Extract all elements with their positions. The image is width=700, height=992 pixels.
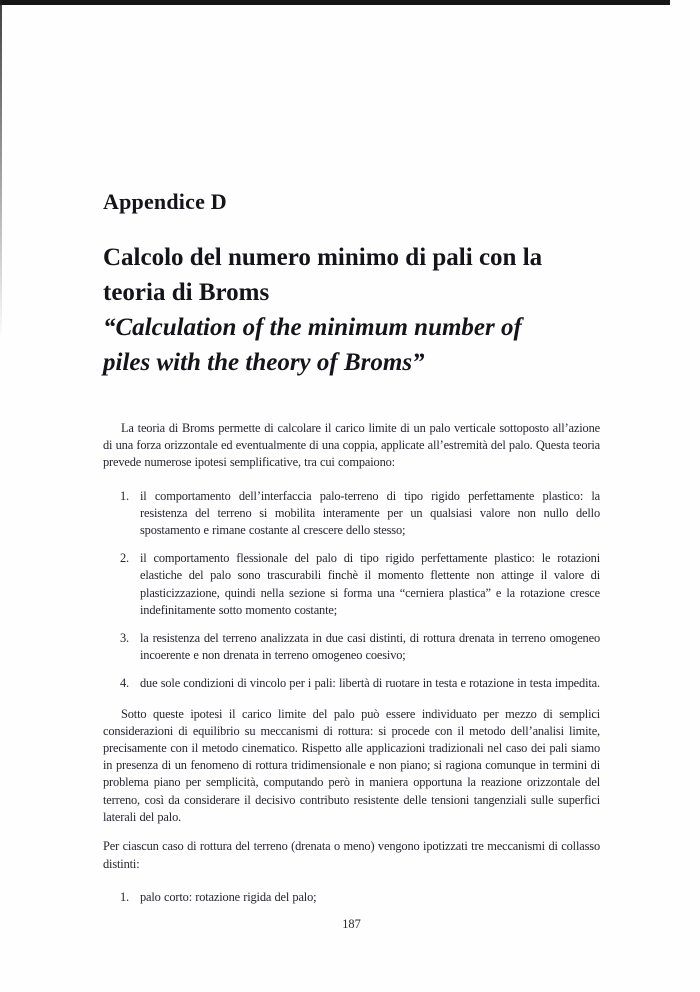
list-item-hypothesis-3 bbox=[103, 630, 600, 664]
chapter-title-english-line1: “Calculation of the minimum number of bbox=[103, 314, 522, 341]
chapter-title bbox=[103, 240, 600, 380]
hypotheses-list bbox=[103, 488, 600, 693]
discussion-paragraph: Sotto queste ipotesi il carico limite del palo può essere individuato per mezzo di semplici considerazioni di equilibrio su meccanismi di rottura: si procede con il metodo dell’analisi limite, precisamente con il metodo cinematico. Rispetto alle applicazioni tradizionali nel caso dei pali siamo in presenza di un fenomeno di rottura tridimensionale e non piano; si ragiona comunque in termini di problema piano per semplicità, computando però in maniera opportuna la reazione orizzontale del terreno, così da considerare il decisivo contributo resistente delle tensioni tangenziali sulle superfici laterali del palo. bbox=[103, 706, 600, 824]
intro-paragraph: La teoria di Broms permette di calcolare il carico limite di un palo verticale sottoposto all’azione di una forza orizzontale ed eventualmente di una coppia, applicate all’estremità del palo. Questa teoria prevede numerose ipotesi semplificative, tra cui compaiono: bbox=[103, 421, 600, 470]
list-item-text: il comportamento dell’interfaccia palo-terreno di tipo rigido perfettamente plastico: la resistenza del terreno si mobilita interamente per un qualsiasi valore non nullo dello spostamento e rimane costante al crescere dello stesso; bbox=[140, 488, 600, 538]
mechanisms-list bbox=[103, 889, 600, 906]
list-item-hypothesis-4 bbox=[103, 675, 600, 692]
appendix-label: Appendice D bbox=[103, 189, 227, 214]
list-item-text: il comportamento flessionale del palo di tipo rigido perfettamente plastico: le rotazioni elastiche del palo sono trascurabili finchè il momento flettente non attinge il valore di plasticizzazione, quindi nella sezione si forma una “cerniera plastica” e la rotazione cresce indefinitamente sotto momento costante; bbox=[140, 551, 600, 617]
chapter-title-english-line2: piles with the theory of Broms” bbox=[103, 349, 425, 376]
chapter-title-italian-line1: Calcolo del numero minimo di pali con la bbox=[103, 244, 543, 271]
list-item-hypothesis-2 bbox=[103, 550, 600, 619]
mechanisms-intro-paragraph: Per ciascun caso di rottura del terreno (drenata o meno) vengono ipotizzati tre meccanismi di collasso distinti: bbox=[103, 839, 600, 871]
list-item-text: palo corto: rotazione rigida del palo; bbox=[140, 889, 317, 904]
list-item-text: la resistenza del terreno analizzata in due casi distinti, di rottura drenata in terreno omogeneo incoerente e non drenata in terreno omogeneo coesivo; bbox=[140, 631, 600, 663]
list-item-number: 3. bbox=[120, 631, 129, 646]
list-item-hypothesis-1 bbox=[103, 488, 600, 540]
list-item-number: 4. bbox=[120, 676, 129, 691]
list-item-number: 1. bbox=[120, 889, 129, 904]
chapter-title-italian-line2: teoria di Broms bbox=[103, 279, 270, 306]
list-item-mechanism-1 bbox=[103, 889, 600, 906]
list-item-number: 2. bbox=[120, 551, 129, 566]
list-item-text: due sole condizioni di vincolo per i pali: libertà di ruotare in testa e rotazione in testa impedita. bbox=[140, 676, 600, 691]
list-item-number: 1. bbox=[120, 488, 129, 503]
page-number: 187 bbox=[342, 917, 361, 932]
